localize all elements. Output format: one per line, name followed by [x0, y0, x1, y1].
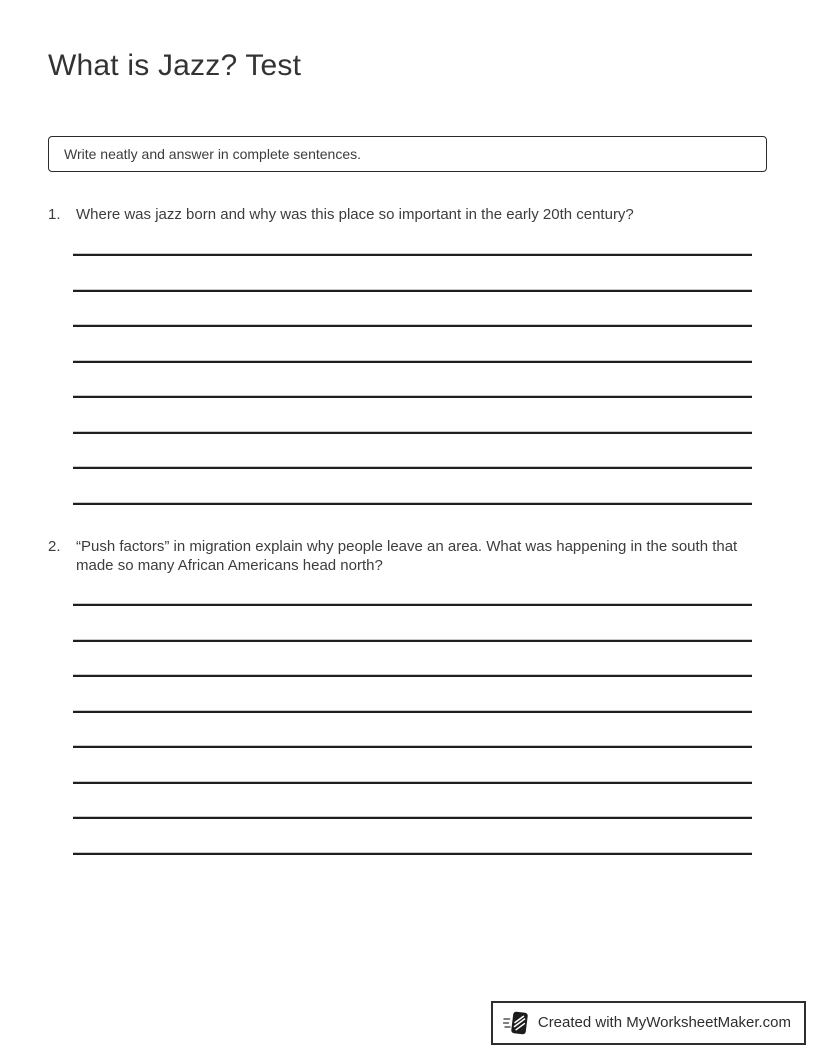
answer-line: [73, 710, 752, 713]
answer-line: [73, 253, 752, 256]
question-2-number: 2.: [48, 538, 61, 555]
answer-line: [73, 360, 752, 363]
answer-line: [73, 289, 752, 292]
flying-worksheet-icon: [503, 1010, 529, 1036]
question-1: [48, 205, 767, 225]
answer-line: [73, 466, 752, 469]
credit-text: Created with MyWorksheetMaker.com: [537, 1014, 791, 1031]
answer-line: [73, 603, 752, 606]
answer-line: [73, 502, 752, 505]
answer-line: [73, 816, 752, 819]
question-2-text: “Push factors” in migration explain why people leave an area. What was happening in the south that made so many African Americans head north?: [76, 538, 738, 574]
question-1-text: Where was jazz born and why was this place so important in the early 20th century?: [76, 206, 634, 223]
question-2: [48, 537, 767, 575]
credit-badge[interactable]: [491, 1001, 806, 1045]
answer-line: [73, 852, 752, 855]
instruction-box: [48, 136, 767, 172]
answer-line: [73, 639, 752, 642]
answer-line: [73, 781, 752, 784]
answer-line: [73, 431, 752, 434]
instruction-text: Write neatly and answer in complete sentences.: [64, 146, 362, 162]
question-1-number: 1.: [48, 206, 61, 223]
question-1-answer-lines: [73, 253, 752, 505]
page-title: What is Jazz? Test: [48, 49, 302, 82]
answer-line: [73, 745, 752, 748]
answer-line: [73, 395, 752, 398]
answer-line: [73, 324, 752, 327]
question-2-answer-lines: [73, 603, 752, 855]
answer-line: [73, 674, 752, 677]
